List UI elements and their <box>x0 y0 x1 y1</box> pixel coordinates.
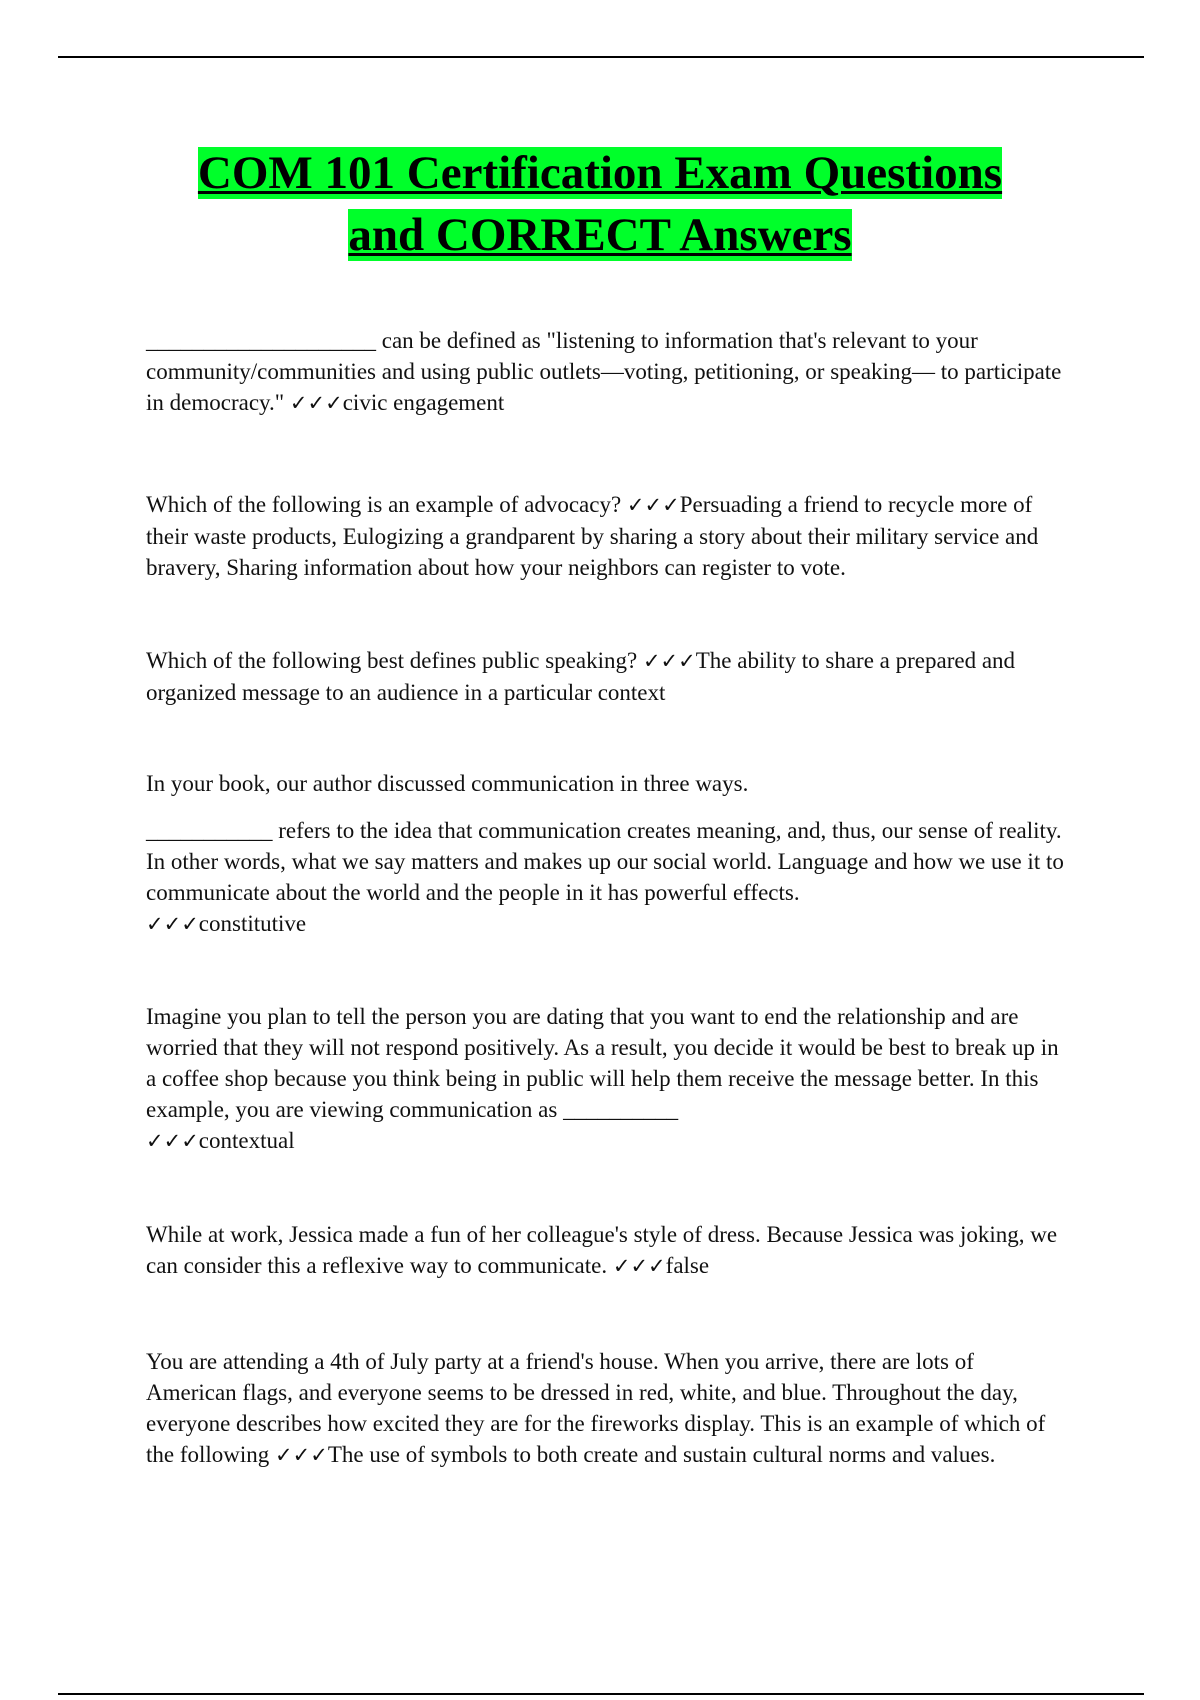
document-title <box>0 142 1200 266</box>
qa-item-3 <box>146 645 1066 708</box>
question-text: Imagine you plan to tell the person you are dating that you want to end the relationship and are worried that they will not respond positively. As a result, you decide it would be best to break up in a coffee shop because you think being in public will help them receive the message better. In this example, you are viewing communication as <box>146 1004 1059 1122</box>
top-rule <box>58 56 1144 58</box>
question-text: can be defined as "listening to information that's relevant to your community/communities and using public outlets—voting, petitioning, or speaking— to participate in democracy." <box>146 328 1062 415</box>
check-marks-icon: ✓✓✓ <box>612 1254 666 1278</box>
answer-text: constitutive <box>198 911 307 936</box>
question-text: Which of the following is an example of advocacy? <box>146 492 627 517</box>
fill-in-blank: __________ <box>563 1097 679 1122</box>
question-text: Which of the following best defines public speaking? <box>146 648 643 673</box>
answer-text: false <box>665 1253 710 1278</box>
title-line-1: COM 101 Certification Exam Questions <box>197 147 1003 199</box>
check-marks-icon: ✓✓✓ <box>146 1129 199 1153</box>
qa-item-4 <box>146 768 1066 940</box>
bottom-rule <box>58 1693 1144 1695</box>
check-marks-icon: ✓✓✓ <box>289 391 343 415</box>
fill-in-blank: ____________________ <box>146 328 376 353</box>
check-marks-icon: ✓✓✓ <box>146 912 199 936</box>
fill-in-blank: ___________ <box>146 818 273 843</box>
question-intro: In your book, our author discussed communication in three ways. <box>146 771 749 796</box>
qa-item-5 <box>146 1001 1066 1157</box>
question-text: While at work, Jessica made a fun of her colleague's style of dress. Because Jessica was joking, we can consider this a reflexive way to communicate. <box>146 1222 1058 1278</box>
qa-item-2 <box>146 489 1066 583</box>
answer-text: The ability to share a prepared and organized message to an audience in a particular context <box>146 648 1016 705</box>
answer-text: The use of symbols to both create and sustain cultural norms and values. <box>327 1442 996 1467</box>
qa-item-7 <box>146 1346 1066 1471</box>
check-marks-icon: ✓✓✓ <box>275 1443 328 1467</box>
answer-text: Persuading a friend to recycle more of their waste products, Eulogizing a grandparent by sharing a story about their military service and bravery, Sharing information about how your neighbors can register to vote. <box>146 492 1039 580</box>
answer-text: civic engagement <box>342 390 505 415</box>
qa-item-6 <box>146 1219 1066 1282</box>
answer-text: contextual <box>198 1128 295 1153</box>
question-text: You are attending a 4th of July party at a friend's house. When you arrive, there are lots of American flags, and everyone seems to be dressed in red, white, and blue. Throughout the day, everyone describes how excited they are for the fireworks display. This is an example of which of the following <box>146 1349 1046 1467</box>
title-line-2: and CORRECT Answers <box>348 209 852 261</box>
check-marks-icon: ✓✓✓ <box>626 493 680 517</box>
check-marks-icon: ✓✓✓ <box>642 649 696 673</box>
question-text: refers to the idea that communication creates meaning, and, thus, our sense of reality. In other words, what we say matters and makes up our social world. Language and how we use it to communicate about the world and the people in it has powerful effects. <box>146 818 1064 905</box>
qa-item-1 <box>146 325 1066 419</box>
